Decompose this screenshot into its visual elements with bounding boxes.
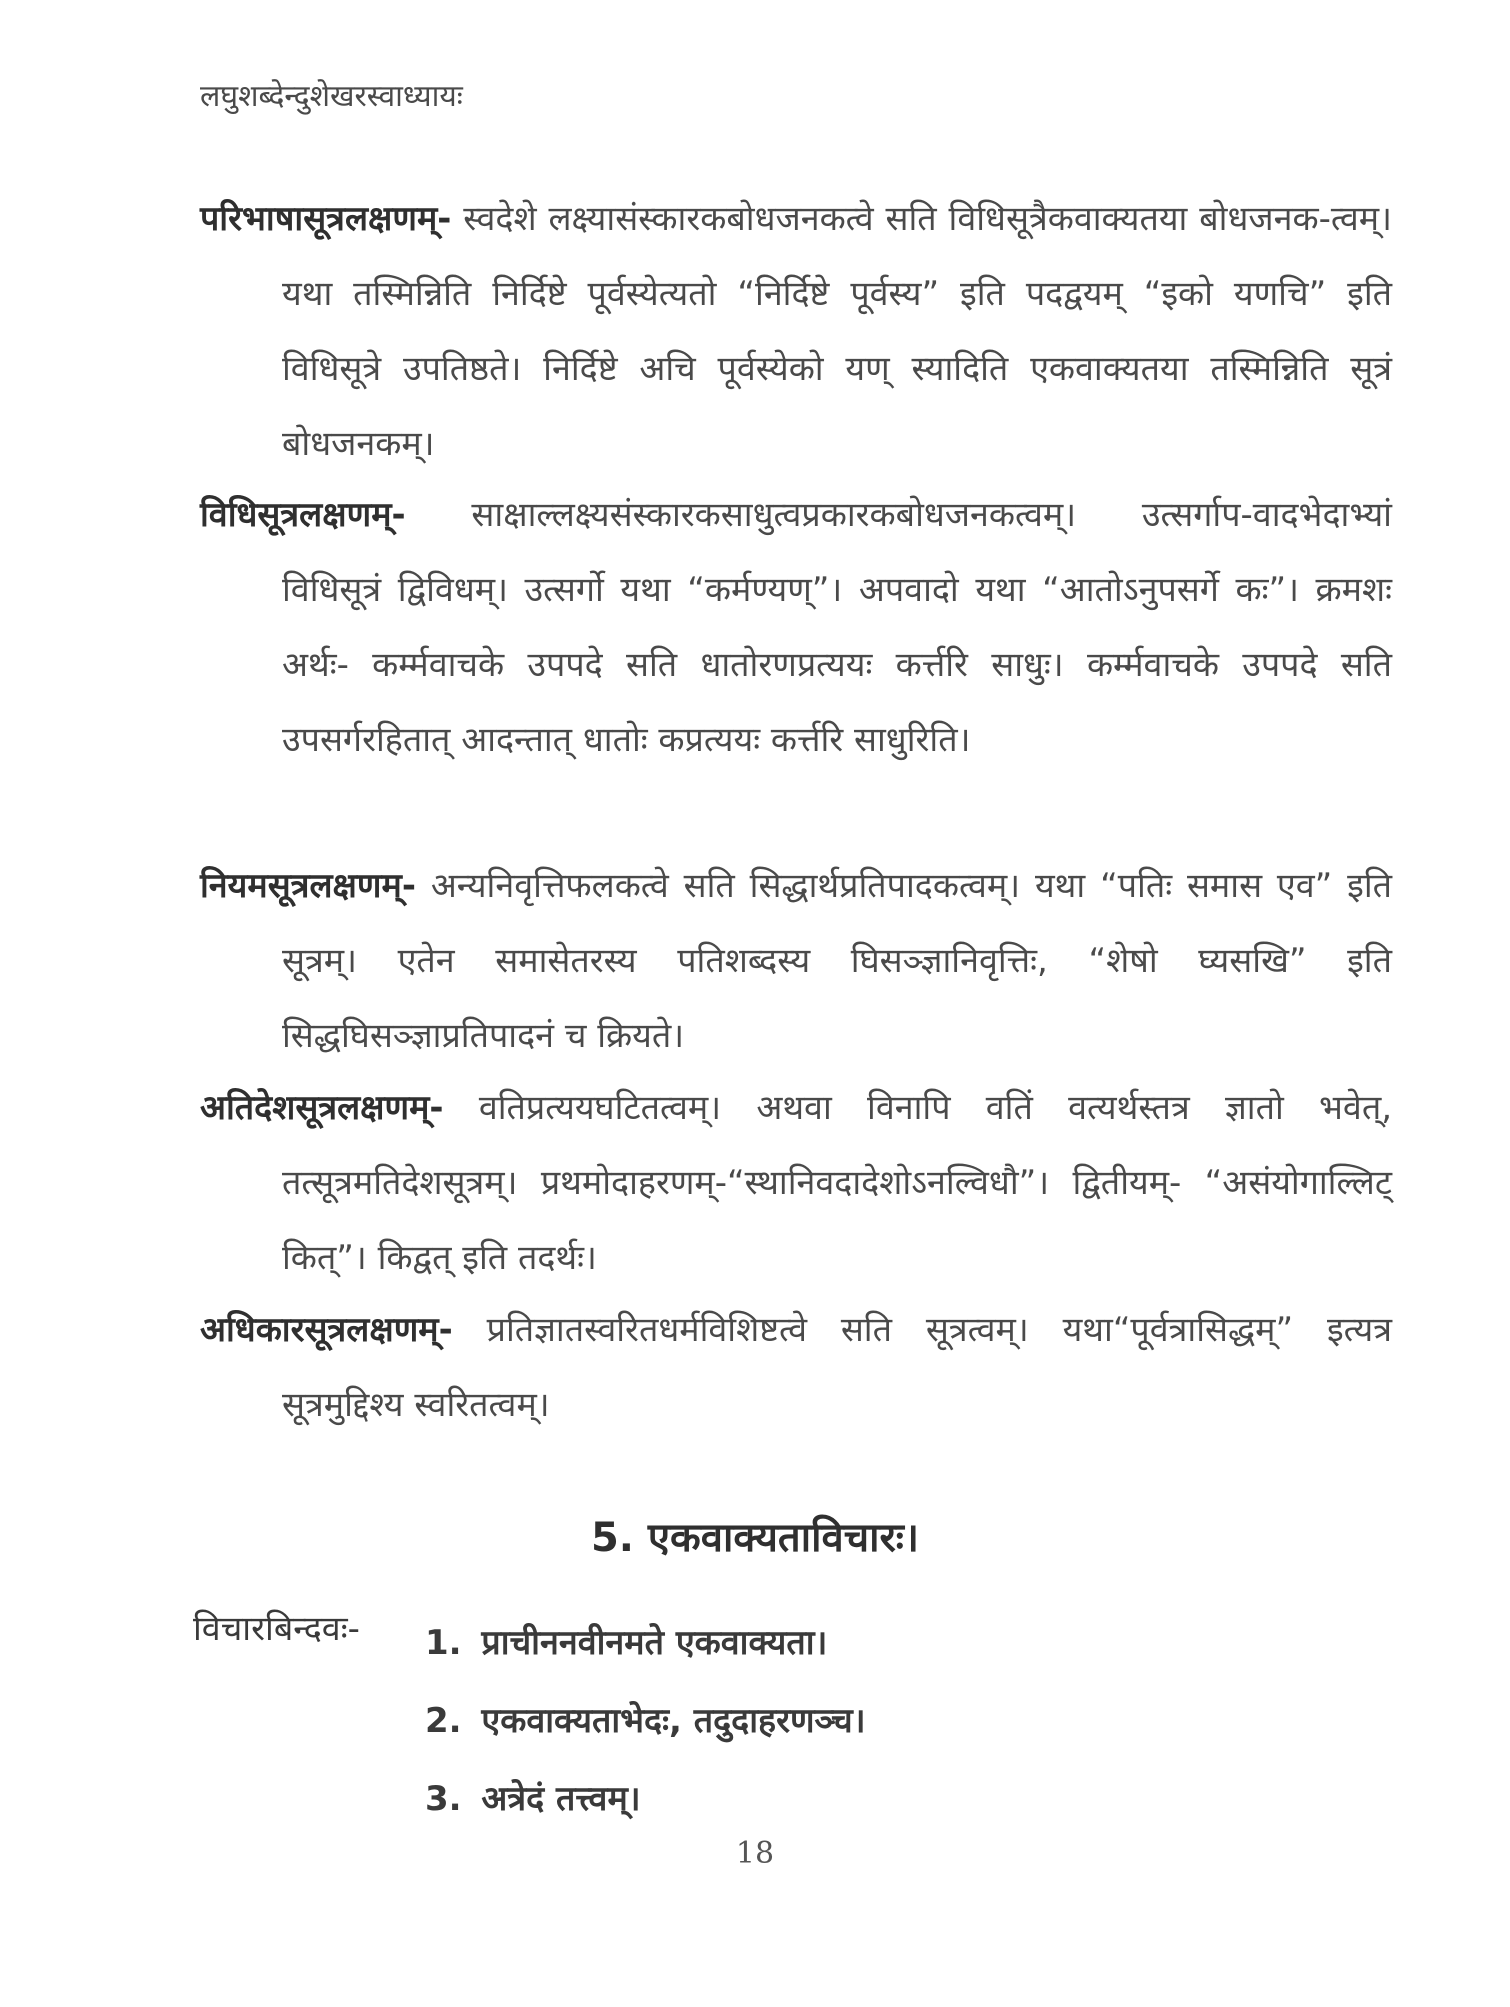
section-heading: 5. एकवाक्यताविचारः।	[590, 1515, 920, 1561]
list-item-number: 1.	[425, 1623, 462, 1663]
list-item	[425, 1682, 866, 1760]
list-item	[425, 1760, 866, 1838]
definition-term: विधिसूत्रलक्षणम्-	[200, 495, 406, 535]
definition-text: प्रतिज्ञातस्वरितधर्मविशिष्टत्वे सति सूत्रत्वम्। यथा“पूर्वत्रासिद्धम्” इत्यत्र सूत्रमुद्दिश्य स्वरितत्वम्।	[282, 1310, 1393, 1425]
definition-term: परिभाषासूत्रलक्षणम्-	[200, 199, 452, 239]
definition-entry	[200, 478, 1392, 778]
list-item	[425, 1604, 866, 1682]
running-head: लघुशब्देन्दुशेखरस्वाध्यायः	[200, 79, 463, 114]
definition-term: नियमसूत्रलक्षणम्-	[200, 866, 416, 906]
definition-term: अतिदेशसूत्रलक्षणम्-	[200, 1088, 444, 1128]
list-item-text: प्राचीननवीनमते एकवाक्यता।	[481, 1623, 828, 1663]
definition-entry	[200, 1293, 1392, 1443]
page-number: 18	[735, 1836, 775, 1871]
points-label: विचारबिन्दवः-	[193, 1609, 360, 1649]
definition-entry	[200, 182, 1392, 482]
list-item-number: 2.	[425, 1701, 462, 1741]
definition-text: वतिप्रत्ययघटितत्वम्। अथवा विनापि वतिं वत्यर्थस्तत्र ज्ञातो भवेत्, तत्सूत्रमतिदेशसूत्रम्। प्रथमोदाहरणम्-“स्थानिवदादेशोऽनल्विधौ”। द्वितीयम्- “असंयोगाल्लिट् कित्”। किद्वत् इति तदर्थः।	[282, 1088, 1393, 1278]
definition-text: साक्षाल्लक्ष्यसंस्कारकसाधुत्वप्रकारकबोधजनकत्वम्। उत्सर्गाप-वादभेदाभ्यां विधिसूत्रं द्विविधम्। उत्सर्गो यथा “कर्मण्यण्”। अपवादो यथा “आतोऽनुपसर्गे कः”। क्रमशः अर्थः- कर्म्मवाचके उपपदे सति धातोरणप्रत्ययः कर्त्तरि साधुः। कर्म्मवाचके उपपदे सति उपसर्गरहितात् आदन्तात् धातोः कप्रत्ययः कर्त्तरि साधुरिति।	[282, 495, 1392, 760]
definition-text: स्वदेशे लक्ष्यासंस्कारकबोधजनकत्वे सति विधिसूत्रैकवाक्यतया बोधजनक-त्वम्। यथा तस्मिन्निति निर्दिष्टे पूर्वस्येत्यतो “निर्दिष्टे पूर्वस्य” इति पदद्वयम् “इको यणचि” इति विधिसूत्रे उपतिष्ठते। निर्दिष्टे अचि पूर्वस्येको यण् स्यादिति एकवाक्यतया तस्मिन्निति सूत्रं बोधजनकम्।	[282, 199, 1392, 464]
points-list	[425, 1604, 866, 1838]
list-item-text: एकवाक्यताभेदः, तदुदाहरणञ्च।	[481, 1701, 866, 1741]
list-item-number: 3.	[425, 1779, 462, 1819]
list-item-text: अत्रेदं तत्त्वम्।	[481, 1779, 641, 1819]
definition-term: अधिकारसूत्रलक्षणम्-	[200, 1310, 453, 1350]
definition-entry	[200, 1071, 1392, 1296]
definition-text: अन्यनिवृत्तिफलकत्वे सति सिद्धार्थप्रतिपादकत्वम्। यथा “पतिः समास एव” इति सूत्रम्। एतेन समासेतरस्य पतिशब्दस्य घिसञ्ज्ञानिवृत्तिः, “शेषो घ्यसखि” इति सिद्धघिसञ्ज्ञाप्रतिपादनं च क्रियते।	[282, 866, 1393, 1056]
definition-entry	[200, 849, 1392, 1074]
